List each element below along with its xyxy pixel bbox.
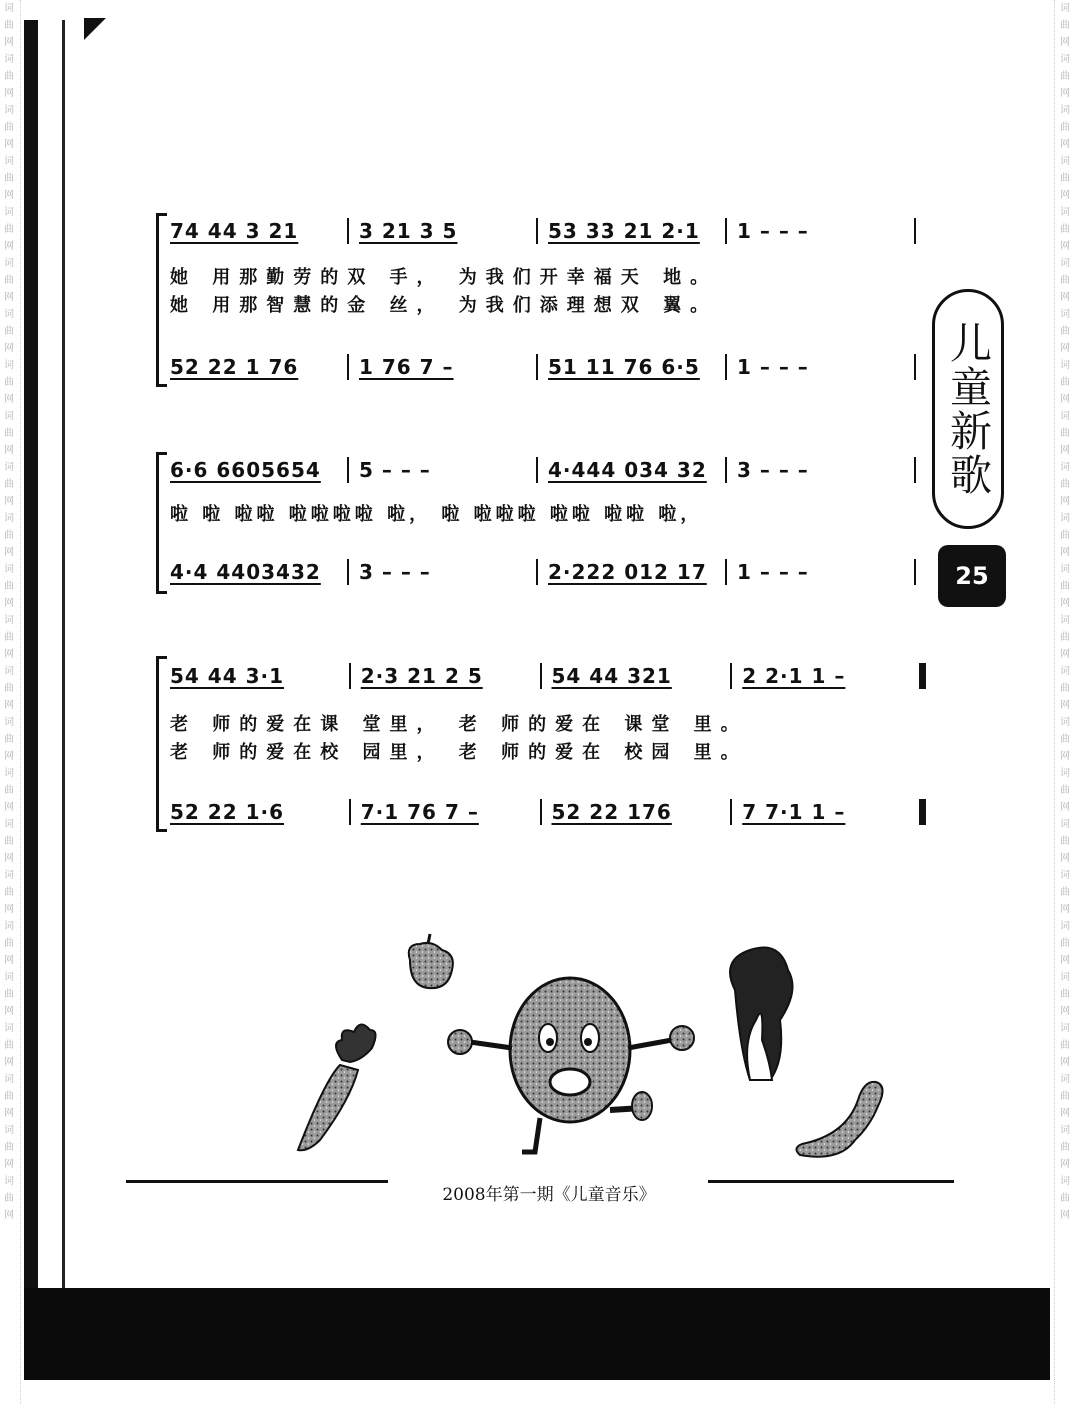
measure: 74 44 3 21 (170, 219, 299, 243)
measure: 2·3 21 2 5 (360, 664, 483, 688)
carrot-illustration (298, 1024, 376, 1150)
measure: 51 11 76 6·5 (548, 355, 700, 379)
measure: 1 – – – (737, 219, 809, 243)
measure: 2·222 012 17 (548, 560, 707, 584)
measure: 52 22 1 76 (170, 355, 299, 379)
section-title-badge (932, 289, 1004, 529)
footer-caption: 2008年第一期《儿童音乐》 (442, 1185, 656, 1205)
scan-bottom-shadow (24, 1288, 1050, 1380)
system-bracket (156, 213, 167, 387)
barline (347, 559, 349, 585)
measure: 4·4 4403432 (170, 560, 321, 584)
harmony-staff (170, 351, 926, 383)
barline (725, 354, 727, 380)
measure: 7 7·1 1 – (742, 800, 846, 824)
page-number: 25 (938, 545, 1006, 607)
barline (725, 218, 727, 244)
barline (725, 559, 727, 585)
lyric-line-2: 老 师的爱在校 园里， 老 师的爱在 校园 里。 (170, 742, 748, 763)
barline (349, 663, 351, 689)
final-barline (919, 799, 926, 825)
footer-rule-left (126, 1180, 388, 1183)
measure: 3 – – – (737, 458, 809, 482)
bell-pepper-illustration (409, 934, 453, 988)
system-bracket (156, 452, 167, 594)
watermark-rule-right (1054, 0, 1056, 1404)
barline (725, 457, 727, 483)
section-title: 儿童新歌 (944, 321, 993, 497)
barline (914, 559, 916, 585)
score-system-3 (156, 650, 926, 830)
measure: 1 – – – (737, 560, 809, 584)
barline (540, 799, 542, 825)
score-system-2 (156, 448, 926, 598)
system-bracket (156, 656, 167, 832)
measure: 53 33 21 2·1 (548, 219, 700, 243)
barline (730, 799, 732, 825)
barline (914, 457, 916, 483)
lyric-line-1: 啦 啦 啦啦 啦啦啦啦 啦， 啦 啦啦啦 啦啦 啦啦 啦， (170, 504, 703, 525)
page-corner-mark (84, 18, 106, 40)
measure: 54 44 321 (551, 664, 672, 688)
barline (914, 354, 916, 380)
barline (347, 354, 349, 380)
harmony-staff (170, 796, 926, 828)
lyric-line-2: 她 用那智慧的金 丝， 为我们添理想双 翼。 (170, 295, 718, 316)
potato-character-illustration (448, 978, 694, 1152)
barline (914, 218, 916, 244)
measure: 2 2·1 1 – (742, 664, 846, 688)
measure: 52 22 176 (551, 800, 672, 824)
measure: 4·444 034 32 (548, 458, 707, 482)
barline (536, 354, 538, 380)
melody-staff (170, 660, 926, 692)
watermark-right: 词曲网 词曲网 词曲网 词曲网 词曲网 词曲网 词曲网 词曲网 词曲网 词曲网 词曲网 词曲网 词曲网 词曲网 词曲网 词曲网 词曲网 词曲网 词曲网 词曲网 词曲网 词曲网 词曲网 词曲网 (1060, 3, 1070, 1221)
watermark-left: 词曲网 词曲网 词曲网 词曲网 词曲网 词曲网 词曲网 词曲网 词曲网 词曲网 词曲网 词曲网 词曲网 词曲网 词曲网 词曲网 词曲网 词曲网 词曲网 词曲网 词曲网 词曲网 词曲网 词曲网 (4, 3, 14, 1221)
score-system-1 (156, 205, 926, 385)
measure: 7·1 76 7 – (360, 800, 479, 824)
footer-rule-right (708, 1180, 954, 1183)
final-barline (919, 663, 926, 689)
barline (536, 457, 538, 483)
barline (347, 457, 349, 483)
melody-staff (170, 454, 926, 486)
measure: 1 76 7 – (359, 355, 454, 379)
melody-staff (170, 215, 926, 247)
vegetable-cartoon-illustration (280, 930, 920, 1170)
barline (536, 559, 538, 585)
barline (347, 218, 349, 244)
cucumber-illustration (796, 1082, 882, 1157)
watermark-rule-left (20, 0, 22, 1404)
measure: 3 21 3 5 (359, 219, 458, 243)
measure: 5 – – – (359, 458, 431, 482)
lyric-line-1: 老 师的爱在课 堂里， 老 师的爱在 课堂 里。 (170, 714, 748, 735)
measure: 1 – – – (737, 355, 809, 379)
measure: 3 – – – (359, 560, 431, 584)
measure: 6·6 6605654 (170, 458, 321, 482)
measure: 54 44 3·1 (170, 664, 285, 688)
barline (349, 799, 351, 825)
harmony-staff (170, 556, 926, 588)
page-binding-shadow (24, 20, 38, 1290)
barline (730, 663, 732, 689)
barline (540, 663, 542, 689)
barline (536, 218, 538, 244)
cabbage-illustration (730, 948, 793, 1081)
lyric-line-1: 她 用那勤劳的双 手， 为我们开幸福天 地。 (170, 267, 718, 288)
measure: 52 22 1·6 (170, 800, 285, 824)
page-margin-line (62, 20, 65, 1290)
